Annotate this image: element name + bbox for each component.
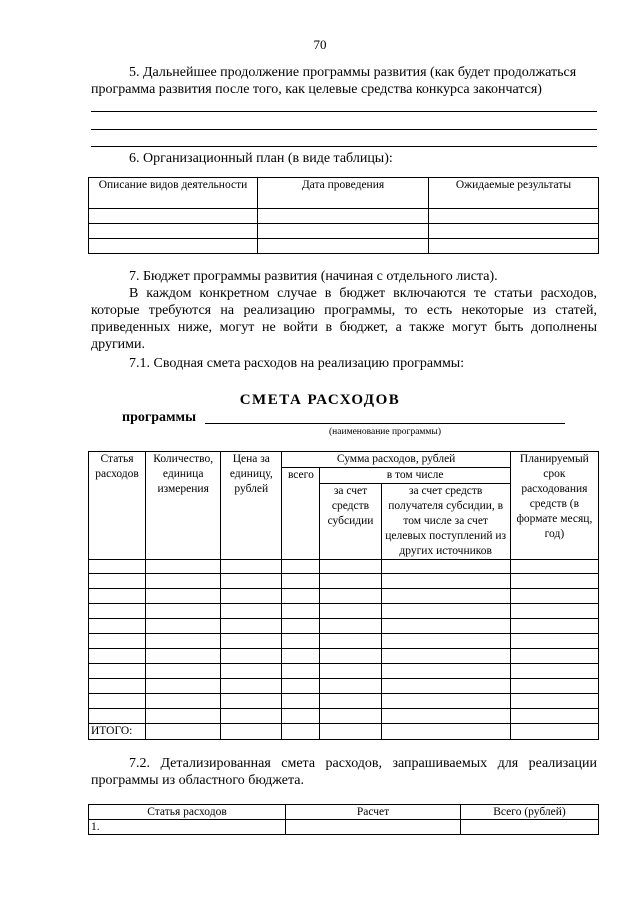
table-row — [89, 664, 599, 679]
table-row — [89, 634, 599, 649]
detailed-header-item: Статья расходов — [89, 805, 286, 820]
table-row — [89, 560, 599, 574]
table-row — [89, 209, 599, 224]
section5-line1: 5. Дальнейшее продолжение программы развития (как будет продолжаться — [129, 65, 577, 80]
estimate-header-item: Статья расходов — [89, 452, 146, 560]
total-row — [89, 724, 599, 740]
table-row — [89, 619, 599, 634]
program-name-line — [205, 423, 565, 424]
row-number: 1. — [89, 820, 286, 835]
estimate-header-subsidy: за счет средств субсидии — [320, 484, 381, 560]
estimate-header-sum: Сумма расходов, рублей — [282, 452, 510, 468]
section72-text: 7.2. Детализированная смета расходов, запрашиваемых для реализации программы из областного бюджета. — [91, 756, 597, 788]
table-row — [89, 709, 599, 724]
estimate-header-including: в том числе — [320, 468, 510, 484]
detailed-header-calc: Расчет — [286, 805, 461, 820]
blank-line — [91, 111, 597, 112]
estimate-table — [88, 451, 599, 740]
table-row — [89, 574, 599, 589]
total-label: ИТОГО: — [89, 724, 146, 740]
table-row — [89, 649, 599, 664]
estimate-header-price: Цена за единицу, рублей — [221, 452, 282, 560]
table-row — [89, 239, 599, 254]
program-label: программы — [122, 410, 196, 425]
table-row — [89, 589, 599, 604]
estimate-header-planned: Планируемый срок расходования средств (в формате месяц, год) — [510, 452, 598, 560]
table-row — [89, 820, 599, 835]
estimate-header-total: всего — [282, 468, 320, 560]
org-plan-table — [88, 177, 599, 254]
table-row — [89, 694, 599, 709]
program-caption: (наименование программы) — [329, 427, 441, 437]
section71-heading: 7.1. Сводная смета расходов на реализацию программы: — [129, 356, 465, 371]
detailed-header-total: Всего (рублей) — [461, 805, 599, 820]
blank-line — [91, 146, 597, 147]
section7-text: В каждом конкретном случае в бюджет включаются те статьи расходов, которые требуются на реализацию программы, то есть некоторые из статей, приведенных ниже, могут не войти в бюджет, а также могут быть дополнены другими. — [91, 286, 597, 352]
estimate-title: СМЕТА РАСХОДОВ — [239, 392, 401, 408]
blank-line — [91, 129, 597, 130]
table-row — [89, 679, 599, 694]
org-plan-header-activities: Описание видов деятельности — [89, 178, 258, 209]
estimate-header-qty: Количество, единица измерения — [146, 452, 221, 560]
table-row — [89, 224, 599, 239]
section6-heading: 6. Организационный план (в виде таблицы): — [129, 151, 393, 166]
estimate-header-recipient: за счет средств получателя субсидии, в том числе за счет целевых поступлений из других источников — [381, 484, 510, 560]
detailed-estimate-table — [88, 804, 599, 835]
page-number: 70 — [313, 37, 327, 52]
section5-line2: программа развития после того, как целевые средства конкурса закончатся) — [91, 82, 542, 97]
table-row — [89, 604, 599, 619]
section7-heading: 7. Бюджет программы развития (начиная с отдельного листа). — [129, 269, 498, 284]
org-plan-header-date: Дата проведения — [258, 178, 429, 209]
org-plan-header-results: Ожидаемые результаты — [429, 178, 599, 209]
